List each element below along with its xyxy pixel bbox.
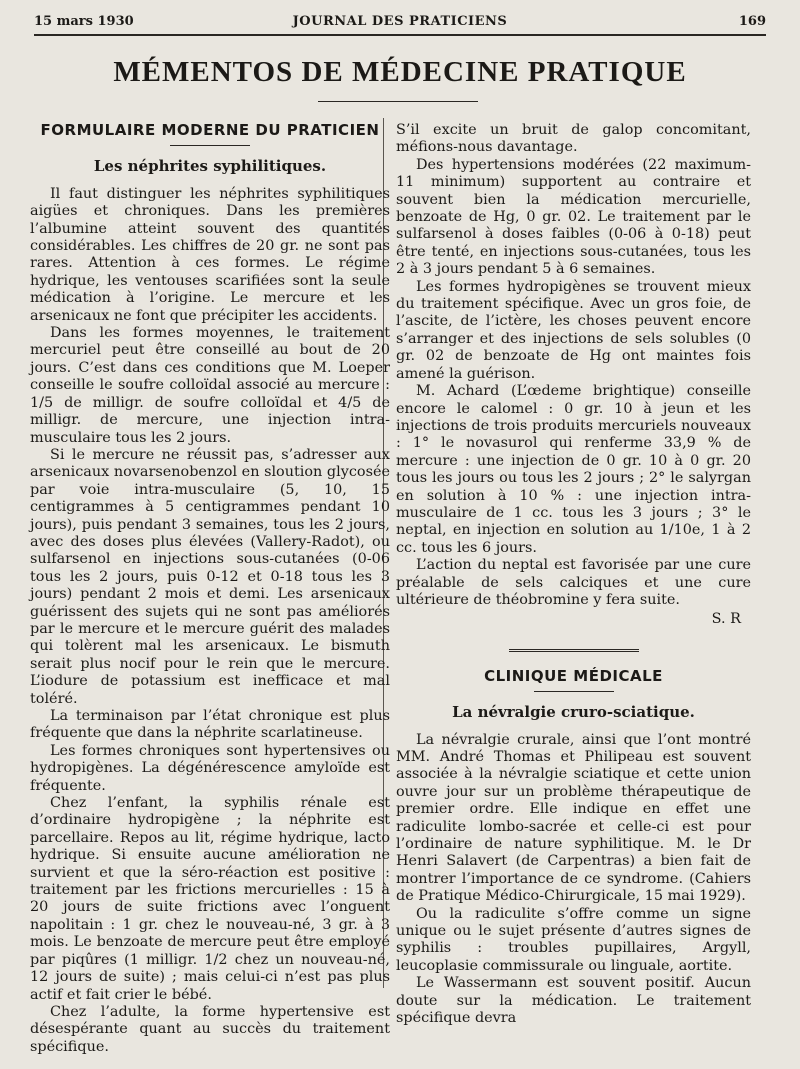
section-heading-clinique: CLINIQUE MÉDICALE xyxy=(484,666,663,685)
author-signature: S. R xyxy=(711,611,741,628)
article-title-nevralgie: La névralgie cruro-sciatique. xyxy=(452,703,695,722)
paragraph: Les formes hydropigènes se trouvent mieux du traitement spécifique. Avec un gros foie, de l’ascite, de l’ictère, les choses peuvent encore s’arranger et des injections de sels solubles (0 gr. 02 de benzoate de Hg ont maintes fois amené la guérison. xyxy=(396,278,751,382)
paragraph: La névralgie crurale, ainsi que l’ont montré MM. André Thomas et Philipeau est souvent associée à la névralgie sciatique et cette union ouvre jour sur un problème thérapeutique de premier ordre. Elle indique en effet une radiculite lombo-sacrée et celle-ci est pour l’ordinaire de nature syphilitique. M. le Dr Henri Salavert (de Carpentras) a bien fait de montrer l’importance de ce syndrome. (Cahiers de Pratique Médico-Chirurgicale, 15 mai 1929). xyxy=(396,731,751,905)
paragraph: L’action du neptal est favorisée par une cure préalable de sels calciques et une cure ultérieure de théobromine y fera suite. xyxy=(396,557,751,608)
right-column xyxy=(396,122,751,1027)
page-title: MÉMENTOS DE MÉDECINE PRATIQUE xyxy=(113,56,687,88)
journal-name: JOURNAL DES PRATICIENS xyxy=(292,14,508,29)
paragraph: Le Wassermann est souvent positif. Aucun doute sur la médication. Le traitement spécifique devra xyxy=(396,975,751,1027)
section-rule xyxy=(170,145,250,146)
paragraph: Les formes chroniques sont hypertensives ou hydropigènes. La dégénérescence amyloïde est fréquente. xyxy=(30,742,390,794)
paragraph: La terminaison par l’état chronique est plus fréquente que dans la néphrite scarlatineuse. xyxy=(30,708,390,742)
paragraph: Ou la radiculite s’offre comme un signe unique ou le sujet présente d’autres signes de syphilis : troubles pupillaires, Argyll, leucoplasie commissurale ou linguale, aortite. xyxy=(396,905,751,974)
paragraph: Des hypertensions modérées (22 maximum-11 minimum) supportent au contraire et souvent bien la médication mercurielle, benzoate de Hg, 0 gr. 02. Le traitement par le sulfarsenol à doses faibles (0-06 à 0-18) peut être tenté, en injections sous-cutanées, tous les 2 à 3 jours pendant 5 à 6 semaines. xyxy=(396,156,751,278)
article-title-nephrites: Les néphrites syphilitiques. xyxy=(93,157,327,176)
left-column xyxy=(30,118,390,1055)
paragraph: Si le mercure ne réussit pas, s’adresser aux arsenicaux novarsenobenzol en sloution glycosée par voie intra-musculaire (5, 10, 15 centigrammes à 5 centigrammes pendant 10 jours), puis pendant 3 semaines, tous les 2 jours, avec des doses plus élevées (Vallery-Radot), ou sulfarsenol en injections sous-cutanées (0-06 tous les 2 jours, puis 0-12 et 0-18 tous les 3 jours) pendant 2 mois et demi. Les arsenicaux guérissent des sujets qui ne sont pas améliorés par le mercure et le mercure guérit des malades qui tolèrent mal les arsenicaux. Le bismuth serait plus nocif pour le rein que le mercure. L’iodure de potassium est inefficace et mal toléré. xyxy=(30,446,390,707)
paragraph: Dans les formes moyennes, le traitement mercuriel peut être conseillé au bout de 20 jours. C’est dans ces conditions que M. Loeper conseille le soufre colloïdal associé au mercure : 1/5 de milligr. de soufre colloïdal et 4/5 de milligr. de mercure, une injection intra-musculaire tous les 2 jours. xyxy=(30,325,390,446)
paragraph: Il faut distinguer les néphrites syphilitiques aigües et chroniques. Dans les premières l’albumine atteint souvent des quantités considérables. Les chiffres de 20 gr. ne sont pas rares. Attention à ces formes. Le régime hydrique, les ventouses scarifiées sont la seule médication à l’origine. Le mercure et les arsenicaux ne font que précipiter les accidents. xyxy=(30,185,390,324)
page-number: 169 xyxy=(738,14,766,29)
paragraph: S’il excite un bruit de galop concomitant, méfions-nous davantage. xyxy=(396,122,751,156)
title-rule xyxy=(318,101,478,102)
section-rule xyxy=(534,691,614,692)
article-separator xyxy=(509,649,639,652)
paragraph: Chez l’enfant, la syphilis rénale est d’ordinaire hydropigène ; la néphrite est parcellaire. Repos au lit, régime hydrique, lacto hydrique. Si ensuite aucune amélioration ne survient et que la séro-réaction est positive : traitement par les frictions mercurielles : 15 à 20 jours de suite frictions avec l’onguent napolitain : 1 gr. chez le nouveau-né, 3 gr. à 3 mois. Le benzoate de mercure peut être employé par piqûres (1 milligr. 1/2 chez un nouveau-né, 12 jours de suite) ; mais celui-ci n’est pas plus actif et fait crier le bébé. xyxy=(30,795,390,1003)
paragraph: Chez l’adulte, la forme hypertensive est désespérante quant au succès du traitement spécifique. xyxy=(30,1003,390,1055)
issue-date: 15 mars 1930 xyxy=(34,14,134,29)
paragraph: M. Achard (L’œdeme brightique) conseille encore le calomel : 0 gr. 10 à jeun et les injections de trois produits mercuriels nouveaux : 1° le novasurol qui renferme 33,9 % de mercure : une injection de 0 gr. 10 à 0 gr. 20 tous les jours ou tous les 2 jours ; 2° le salyrgan en solution à 10 % : une injection intra-musculaire de 1 cc. tous les 3 jours ; 3° le neptal, en injection en solution au 1/10e, 1 à 2 cc. tous les 6 jours. xyxy=(396,383,751,556)
section-heading-formulaire: FORMULAIRE MODERNE DU PRATICIEN xyxy=(40,121,380,139)
running-header xyxy=(34,14,766,36)
